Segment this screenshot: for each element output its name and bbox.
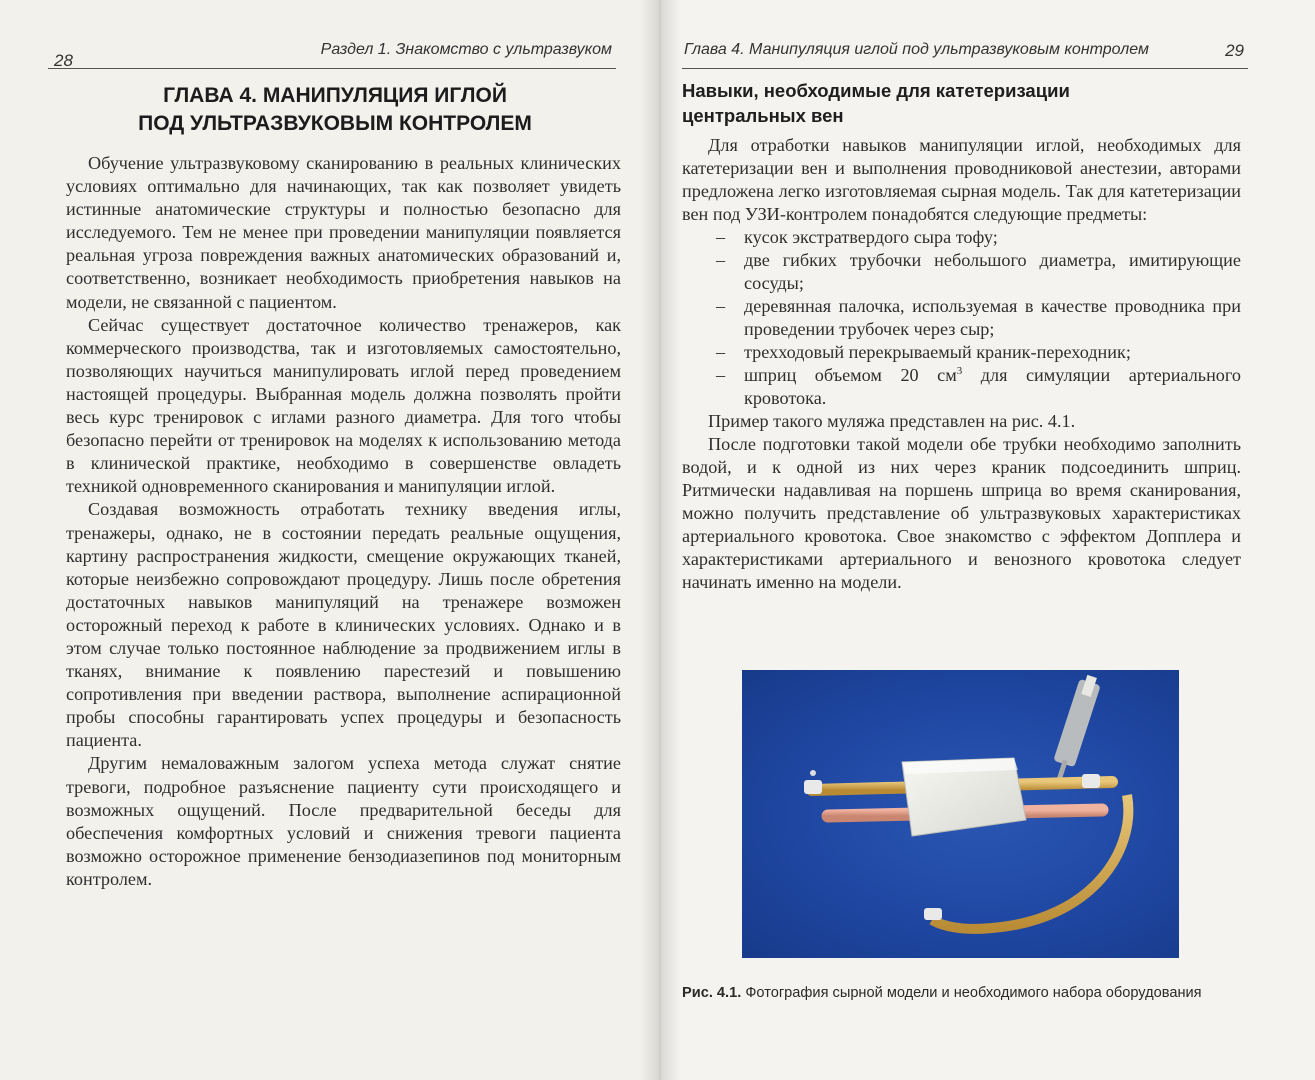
caption-label: Рис. 4.1.: [682, 985, 742, 1001]
after-paragraph: После подготовки такой модели обе трубки необходимо заполнить водой, и к одной из них через краник подсоединить шприц. Ритмически надавливая на поршень шприца во время сканирования, можно получить представление об ультразвуковых характеристиках артериального кровотока. Свое знакомство с эффектом Допплера и характеристиками артериального и венозного кровотока следует начинать именно на модели.: [682, 434, 1241, 592]
list-item-text: две гибких трубочки небольшого диаметра, имитирующие сосуды;: [744, 250, 1241, 293]
left-running-header: [48, 38, 616, 69]
right-page-number: 29: [1225, 41, 1244, 60]
right-running-header: [682, 38, 1248, 69]
section-title-line-1: Навыки, необходимые для катетеризации: [682, 80, 1070, 101]
section-title: [682, 78, 1122, 128]
syringe-icon: [1053, 675, 1100, 782]
paragraph: Другим немаловажным залогом успеха метода служат снятие тревоги, подробное разъяснение пациенту сути происходящего и возможных ощущений. После предварительной беседы для обеспечения комфортных условий и снижения тревоги пациента возможно осторожное применение бензодиазепинов под мониторным контролем.: [66, 753, 621, 889]
dash-marker: –: [716, 296, 726, 316]
list-item-text: трехходовый перекрываемый краник-переходник;: [744, 342, 1131, 362]
dash-marker: –: [716, 365, 726, 385]
section-title-line-2: центральных вен: [682, 105, 844, 126]
left-header-title: Раздел 1. Знакомство с ультразвуком: [320, 41, 612, 58]
list-item-text: кусок экстратвердого сыра тофу;: [744, 227, 998, 247]
dash-marker: –: [716, 342, 726, 362]
list-item: [716, 249, 1241, 295]
superscript: 3: [956, 364, 963, 377]
left-body-text: [66, 152, 621, 891]
figure-photo: [742, 670, 1179, 958]
intro-paragraph: Для отработки навыков манипуляции иглой, необходимых для катетеризации вен и выполнения проводниковой анестезии, авторами предложена легко изготовляемая сырная модель. Так для катетеризации вен под УЗИ-контролем понадобятся следующие предметы:: [682, 135, 1241, 224]
list-item-text: шприц объемом 20 см: [744, 365, 957, 385]
example-paragraph: Пример такого муляжа представлен на рис. 4.1.: [708, 411, 1076, 431]
equipment-list: [682, 226, 1241, 410]
cheese-model-illustration: [742, 670, 1179, 958]
left-page-number: 28: [54, 51, 73, 70]
list-item: [716, 226, 1241, 249]
dash-marker: –: [716, 227, 726, 247]
list-item-text: деревянная палочка, используемая в качестве проводника при проведении трубочек через сыр;: [744, 296, 1241, 339]
list-item: [716, 295, 1241, 341]
paragraph: Обучение ультразвуковому сканированию в реальных клинических условиях оптимально для начинающих, так как позволяет увидеть истинные анатомические структуры и полностью безопасно для исследуемого. Тем не менее при проведении манипуляции появляется реальная угроза повреждения важных анатомических образований и, соответственно, возникает необходимость приобретения навыков на модели, не связанной с пациентом.: [66, 153, 621, 312]
list-item: [716, 364, 1241, 410]
chapter-title-line-2: ПОД УЛЬТРАЗВУКОВЫМ КОНТРОЛЕМ: [138, 112, 532, 135]
figure-caption: [682, 985, 1262, 1001]
paragraph: Создавая возможность отработать технику введения иглы, тренажеры, однако, не в состоянии передать реальные ощущения, картину распространения жидкости, смещение окружающих тканей, которые неизбежно сопровождают процедуру. Лишь после обретения достаточных навыков манипуляций на тренажере возможен осторожный переход к работе в клинических условиях. Однако и в этом случае только постоянное наблюдение за продвижением иглы в тканях, внимание к появлению парестезий и повышению сопротивления при введении раствора, выполнение аспирационной пробы способны гарантировать успех процедуры и безопасность пациента.: [66, 499, 621, 751]
dash-marker: –: [716, 250, 726, 270]
list-item-text: для симуляции артериального кровотока.: [744, 365, 1241, 408]
chapter-title: [100, 82, 570, 138]
paragraph: Сейчас существует достаточное количество тренажеров, как коммерческого производства, так и изготовляемых самостоятельно, позволяющих научиться манипулировать иглой перед проведением настоящей процедуры. Выбранная модель должна позволять пройти весь курс тренировок с иглами разного диаметра. Для того чтобы безопасно перейти от тренировок на моделях к использованию метода в клинической практике, необходимо в совершенстве овладеть техникой одновременного сканирования и манипуляции иглой.: [66, 314, 621, 497]
book-gutter: [640, 0, 680, 1080]
right-body-text: [682, 134, 1241, 594]
list-item: [716, 341, 1241, 364]
caption-text: Фотография сырной модели и необходимого набора оборудования: [741, 985, 1202, 1001]
chapter-title-line-1: ГЛАВА 4. МАНИПУЛЯЦИЯ ИГЛОЙ: [163, 84, 507, 107]
right-header-title: Глава 4. Манипуляция иглой под ультразвуковым контролем: [684, 41, 1149, 58]
